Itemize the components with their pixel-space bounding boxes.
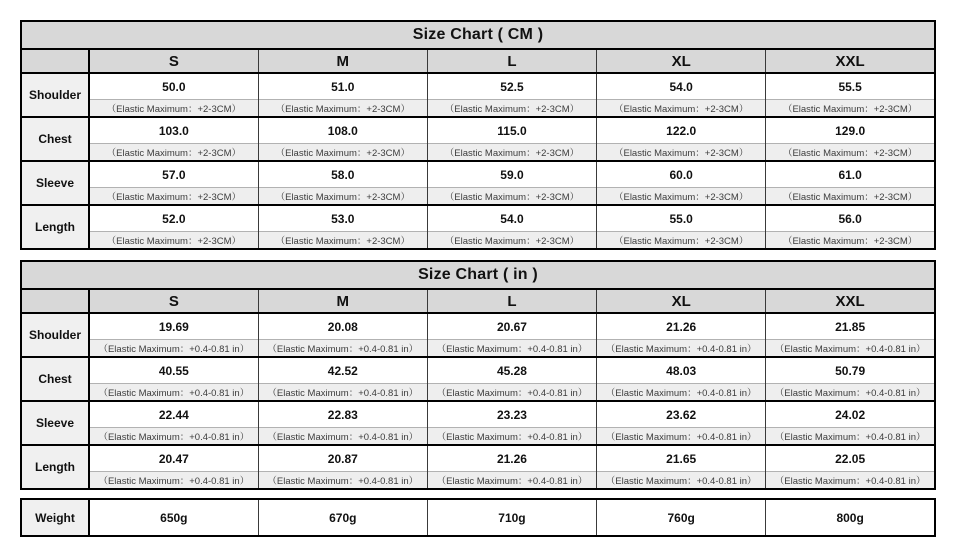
measurement-value: 21.65 xyxy=(597,445,766,472)
measurement-value: 21.85 xyxy=(766,313,935,340)
measurement-value: 55.0 xyxy=(597,205,766,232)
measurement-value: 19.69 xyxy=(89,313,258,340)
measurement-value: 60.0 xyxy=(597,161,766,188)
elastic-maximum-note: （Elastic Maximum：+0.4-0.81 in） xyxy=(766,428,935,446)
size-column-header-xl: XL xyxy=(597,289,766,313)
measurement-value: 24.02 xyxy=(766,401,935,428)
elastic-maximum-note: （Elastic Maximum：+0.4-0.81 in） xyxy=(258,428,427,446)
measurement-value: 20.47 xyxy=(89,445,258,472)
measurement-value: 20.67 xyxy=(427,313,596,340)
measurement-value-row xyxy=(21,401,935,428)
elastic-maximum-note: （Elastic Maximum：+2-3CM） xyxy=(597,188,766,206)
measurement-value: 129.0 xyxy=(766,117,935,144)
elastic-maximum-note: （Elastic Maximum：+2-3CM） xyxy=(427,144,596,162)
measurement-value: 22.05 xyxy=(766,445,935,472)
elastic-maximum-note: （Elastic Maximum：+2-3CM） xyxy=(427,232,596,250)
table-title-row xyxy=(21,261,935,289)
measurement-value-row xyxy=(21,73,935,100)
elastic-maximum-note: （Elastic Maximum：+0.4-0.81 in） xyxy=(89,340,258,358)
measurement-value-row xyxy=(21,117,935,144)
measurement-value: 54.0 xyxy=(597,73,766,100)
row-label: Shoulder xyxy=(21,313,89,357)
measurement-value: 45.28 xyxy=(427,357,596,384)
elastic-maximum-note: （Elastic Maximum：+2-3CM） xyxy=(766,232,935,250)
measurement-value-row xyxy=(21,357,935,384)
elastic-note-row xyxy=(21,340,935,358)
size-header-row xyxy=(21,289,935,313)
elastic-note-row xyxy=(21,384,935,402)
measurement-value: 53.0 xyxy=(258,205,427,232)
measurement-value: 56.0 xyxy=(766,205,935,232)
elastic-maximum-note: （Elastic Maximum：+2-3CM） xyxy=(597,100,766,118)
measurement-value: 40.55 xyxy=(89,357,258,384)
elastic-maximum-note: （Elastic Maximum：+2-3CM） xyxy=(597,144,766,162)
elastic-maximum-note: （Elastic Maximum：+0.4-0.81 in） xyxy=(427,428,596,446)
row-label: Sleeve xyxy=(21,161,89,205)
size-column-header-xxl: XXL xyxy=(766,49,935,73)
row-label: Shoulder xyxy=(21,73,89,117)
row-label: Chest xyxy=(21,357,89,401)
measurement-value: 59.0 xyxy=(427,161,596,188)
elastic-maximum-note: （Elastic Maximum：+2-3CM） xyxy=(258,232,427,250)
elastic-maximum-note: （Elastic Maximum：+2-3CM） xyxy=(427,188,596,206)
row-label: Chest xyxy=(21,117,89,161)
size-column-header-l: L xyxy=(427,289,596,313)
elastic-maximum-note: （Elastic Maximum：+0.4-0.81 in） xyxy=(766,384,935,402)
elastic-maximum-note: （Elastic Maximum：+0.4-0.81 in） xyxy=(597,472,766,490)
elastic-note-row xyxy=(21,188,935,206)
weight-value: 650g xyxy=(89,499,258,536)
table-title: Size Chart ( CM ) xyxy=(21,21,935,49)
elastic-maximum-note: （Elastic Maximum：+2-3CM） xyxy=(427,100,596,118)
elastic-maximum-note: （Elastic Maximum：+0.4-0.81 in） xyxy=(766,340,935,358)
measurement-value: 115.0 xyxy=(427,117,596,144)
elastic-maximum-note: （Elastic Maximum：+0.4-0.81 in） xyxy=(89,428,258,446)
measurement-value: 103.0 xyxy=(89,117,258,144)
size-column-header-m: M xyxy=(258,49,427,73)
measurement-value: 50.79 xyxy=(766,357,935,384)
weight-row-label: Weight xyxy=(21,499,89,536)
elastic-maximum-note: （Elastic Maximum：+2-3CM） xyxy=(766,100,935,118)
measurement-value-row xyxy=(21,313,935,340)
elastic-note-row xyxy=(21,144,935,162)
size-chart-cm-table xyxy=(20,20,936,250)
elastic-note-row xyxy=(21,100,935,118)
measurement-value: 48.03 xyxy=(597,357,766,384)
measurement-value: 20.08 xyxy=(258,313,427,340)
measurement-value: 20.87 xyxy=(258,445,427,472)
elastic-maximum-note: （Elastic Maximum：+0.4-0.81 in） xyxy=(597,384,766,402)
measurement-value: 50.0 xyxy=(89,73,258,100)
size-column-header-xxl: XXL xyxy=(766,289,935,313)
weight-value: 710g xyxy=(427,499,596,536)
table-title-row xyxy=(21,21,935,49)
elastic-maximum-note: （Elastic Maximum：+0.4-0.81 in） xyxy=(766,472,935,490)
measurement-value: 58.0 xyxy=(258,161,427,188)
elastic-maximum-note: （Elastic Maximum：+0.4-0.81 in） xyxy=(258,340,427,358)
elastic-maximum-note: （Elastic Maximum：+2-3CM） xyxy=(258,144,427,162)
elastic-maximum-note: （Elastic Maximum：+0.4-0.81 in） xyxy=(89,384,258,402)
elastic-maximum-note: （Elastic Maximum：+2-3CM） xyxy=(766,188,935,206)
elastic-maximum-note: （Elastic Maximum：+2-3CM） xyxy=(766,144,935,162)
row-label: Length xyxy=(21,445,89,489)
size-column-header-s: S xyxy=(89,49,258,73)
elastic-maximum-note: （Elastic Maximum：+0.4-0.81 in） xyxy=(427,384,596,402)
elastic-maximum-note: （Elastic Maximum：+2-3CM） xyxy=(89,144,258,162)
measurement-value: 52.5 xyxy=(427,73,596,100)
elastic-note-row xyxy=(21,428,935,446)
size-chart-in-table xyxy=(20,260,936,490)
elastic-maximum-note: （Elastic Maximum：+0.4-0.81 in） xyxy=(427,340,596,358)
measurement-value: 61.0 xyxy=(766,161,935,188)
elastic-note-row xyxy=(21,232,935,250)
size-column-header-m: M xyxy=(258,289,427,313)
size-header-row xyxy=(21,49,935,73)
weight-value: 760g xyxy=(597,499,766,536)
measurement-value: 42.52 xyxy=(258,357,427,384)
elastic-maximum-note: （Elastic Maximum：+2-3CM） xyxy=(89,100,258,118)
measurement-value: 108.0 xyxy=(258,117,427,144)
size-column-header-l: L xyxy=(427,49,596,73)
measurement-value-row xyxy=(21,161,935,188)
measurement-value-row xyxy=(21,205,935,232)
measurement-value: 54.0 xyxy=(427,205,596,232)
measurement-value: 52.0 xyxy=(89,205,258,232)
elastic-maximum-note: （Elastic Maximum：+0.4-0.81 in） xyxy=(89,472,258,490)
measurement-value: 23.23 xyxy=(427,401,596,428)
elastic-maximum-note: （Elastic Maximum：+2-3CM） xyxy=(89,188,258,206)
measurement-value: 55.5 xyxy=(766,73,935,100)
elastic-maximum-note: （Elastic Maximum：+0.4-0.81 in） xyxy=(258,384,427,402)
measurement-value: 21.26 xyxy=(597,313,766,340)
elastic-maximum-note: （Elastic Maximum：+2-3CM） xyxy=(597,232,766,250)
elastic-maximum-note: （Elastic Maximum：+0.4-0.81 in） xyxy=(597,428,766,446)
weight-value: 670g xyxy=(258,499,427,536)
elastic-maximum-note: （Elastic Maximum：+2-3CM） xyxy=(258,188,427,206)
elastic-maximum-note: （Elastic Maximum：+0.4-0.81 in） xyxy=(597,340,766,358)
corner-cell xyxy=(21,289,89,313)
table-title: Size Chart ( in ) xyxy=(21,261,935,289)
size-column-header-s: S xyxy=(89,289,258,313)
elastic-maximum-note: （Elastic Maximum：+0.4-0.81 in） xyxy=(258,472,427,490)
row-label: Length xyxy=(21,205,89,249)
elastic-maximum-note: （Elastic Maximum：+0.4-0.81 in） xyxy=(427,472,596,490)
measurement-value: 21.26 xyxy=(427,445,596,472)
measurement-value-row xyxy=(21,445,935,472)
measurement-value: 22.83 xyxy=(258,401,427,428)
row-label: Sleeve xyxy=(21,401,89,445)
measurement-value: 22.44 xyxy=(89,401,258,428)
elastic-note-row xyxy=(21,472,935,490)
measurement-value: 57.0 xyxy=(89,161,258,188)
weight-table xyxy=(20,498,936,537)
corner-cell xyxy=(21,49,89,73)
weight-value: 800g xyxy=(766,499,935,536)
elastic-maximum-note: （Elastic Maximum：+2-3CM） xyxy=(89,232,258,250)
size-column-header-xl: XL xyxy=(597,49,766,73)
measurement-value: 122.0 xyxy=(597,117,766,144)
measurement-value: 23.62 xyxy=(597,401,766,428)
elastic-maximum-note: （Elastic Maximum：+2-3CM） xyxy=(258,100,427,118)
measurement-value: 51.0 xyxy=(258,73,427,100)
